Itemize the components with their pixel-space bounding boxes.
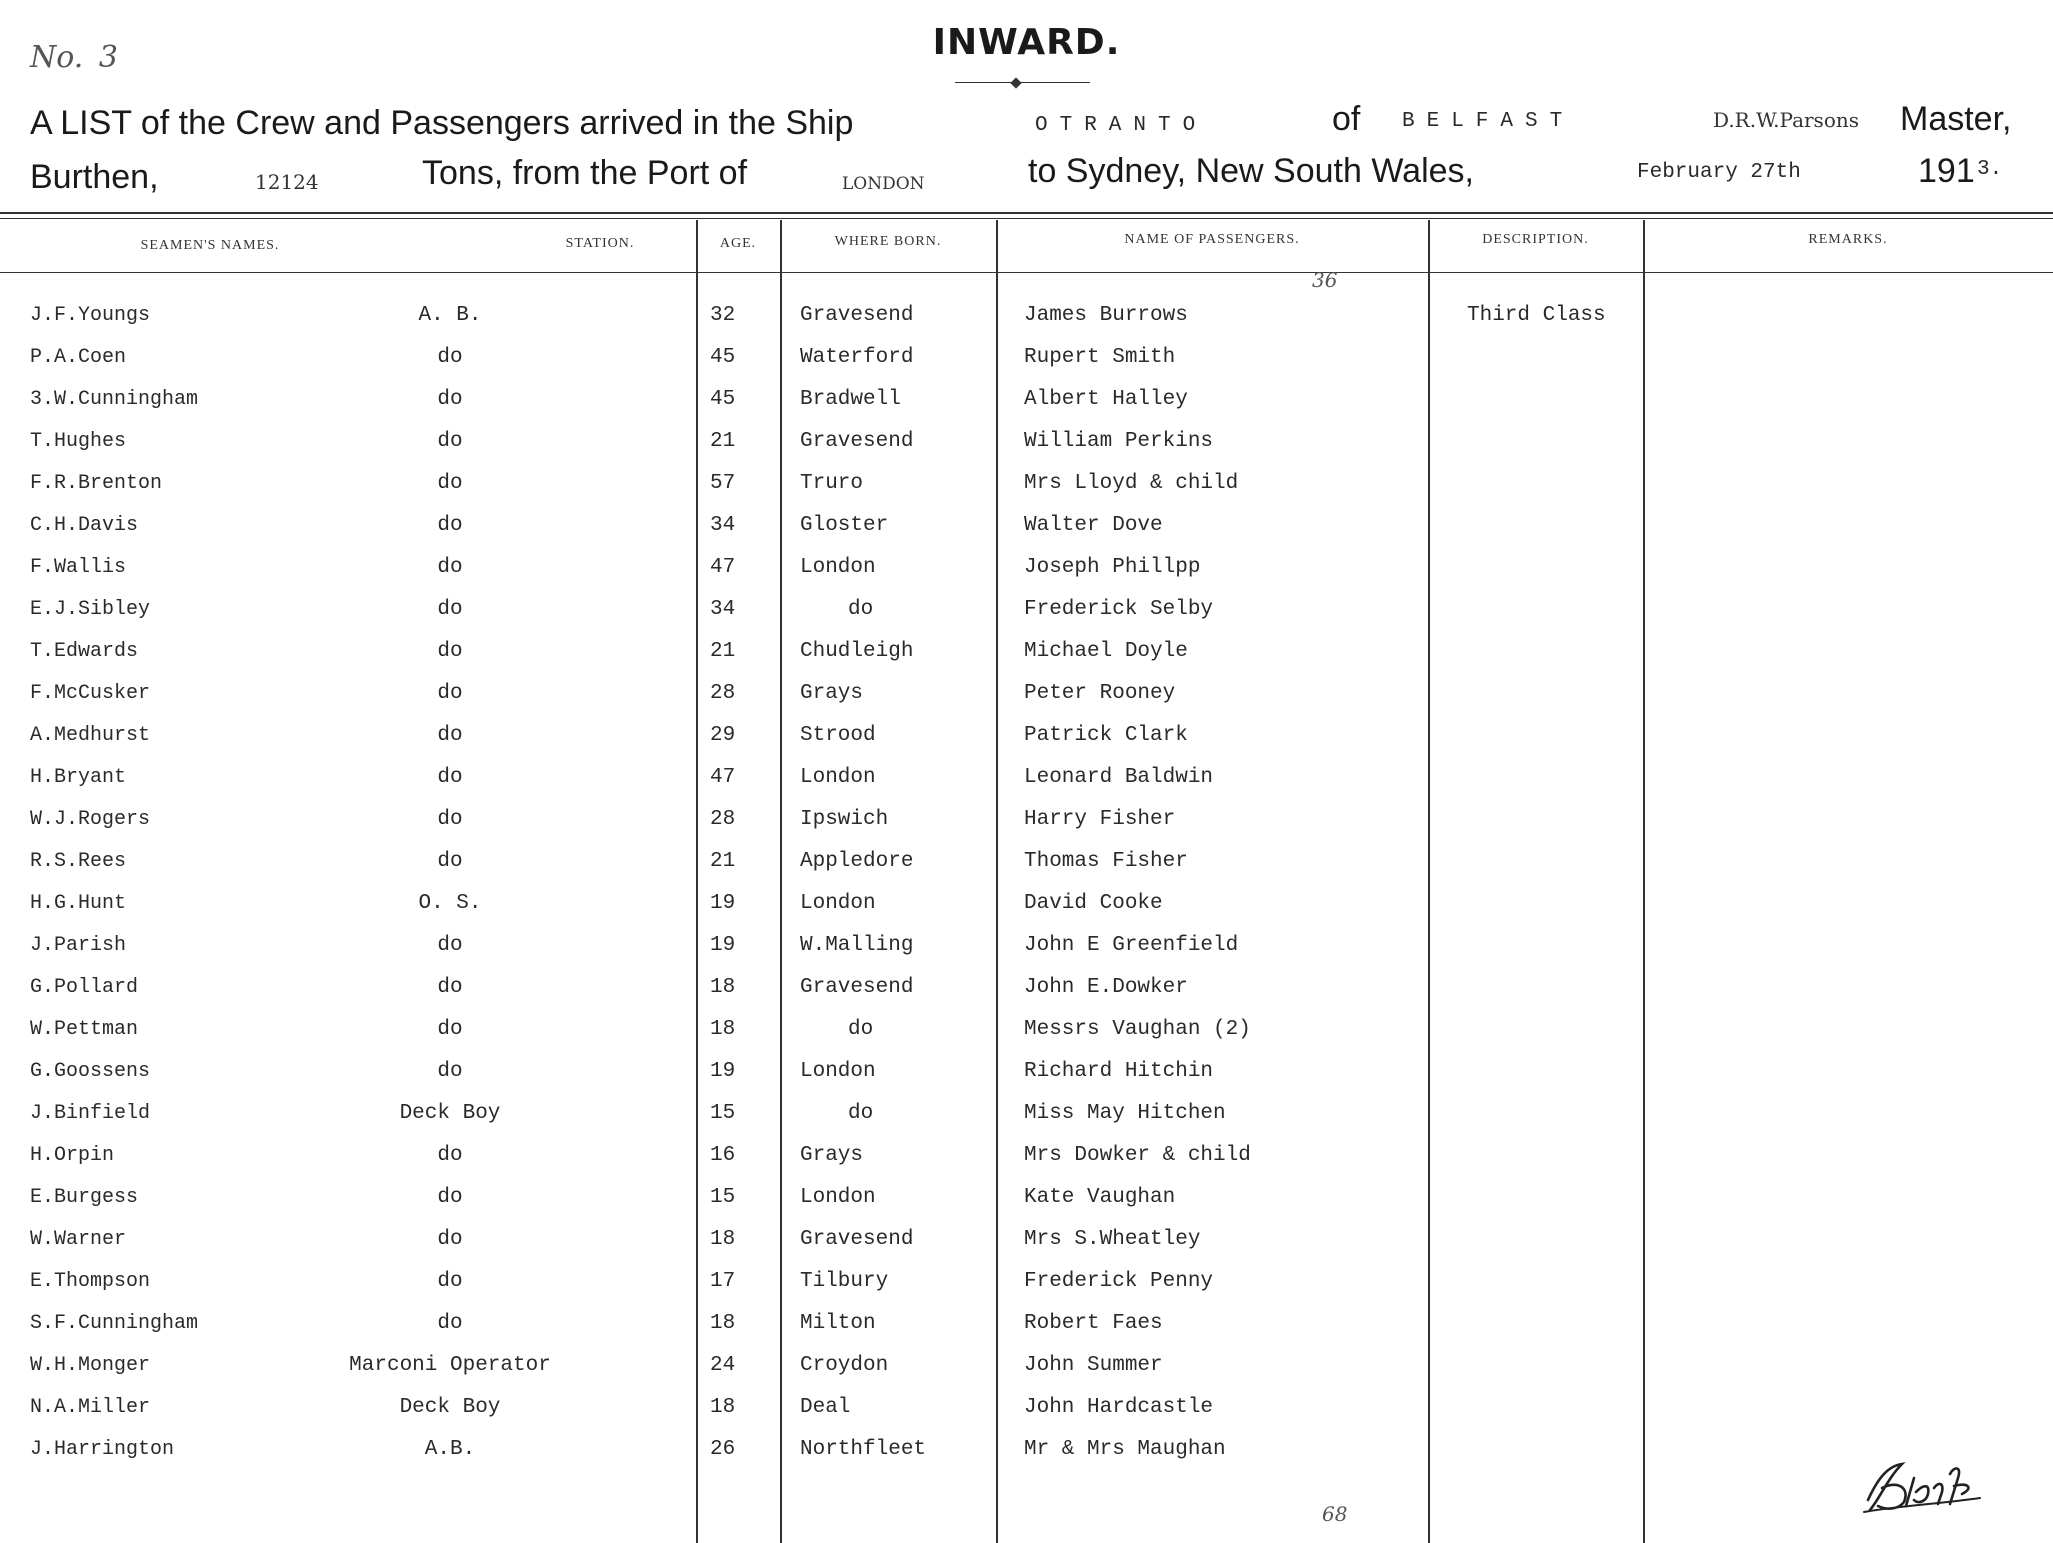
seaman-name: E.J.Sibley	[30, 598, 151, 621]
port-of-registry: BELFAST	[1402, 110, 1575, 133]
seaman-name: H.Orpin	[30, 1144, 115, 1167]
age: 19	[710, 1060, 736, 1083]
passenger-name: Richard Hitchin	[1024, 1060, 1214, 1083]
age: 18	[710, 1228, 736, 1251]
station: do	[437, 430, 463, 453]
passenger-name: John E Greenfield	[1024, 934, 1239, 957]
passenger-name: Mrs Dowker & child	[1024, 1144, 1251, 1167]
station: do	[437, 850, 463, 873]
col-divider-born	[780, 220, 782, 1543]
burthen-label: Burthen,	[30, 158, 159, 196]
where-born: Grays	[800, 682, 864, 705]
age: 45	[710, 346, 736, 369]
col-header-station: STATION.	[565, 236, 635, 251]
age: 18	[710, 976, 736, 999]
table-top-rule	[0, 212, 2053, 214]
passenger-name: Thomas Fisher	[1024, 850, 1188, 873]
where-born: Gloster	[800, 514, 889, 537]
col-divider-passengers	[996, 220, 998, 1543]
title-ornament	[1010, 77, 1021, 88]
where-born: Ipswich	[800, 808, 889, 831]
seaman-name: H.Bryant	[30, 766, 127, 789]
seaman-name: W.Warner	[30, 1228, 127, 1251]
age: 26	[710, 1438, 736, 1461]
from-port: LONDON	[842, 174, 925, 194]
station: do	[437, 1144, 463, 1167]
seaman-name: 3.W.Cunningham	[30, 388, 199, 411]
passenger-name: John E.Dowker	[1024, 976, 1188, 999]
col-header-description: DESCRIPTION.	[1482, 232, 1589, 247]
where-born: Croydon	[800, 1354, 889, 1377]
col-header-passengers: NAME OF PASSENGERS.	[1124, 232, 1300, 247]
where-born: Bradwell	[800, 388, 901, 411]
station: Deck Boy	[399, 1102, 501, 1125]
age: 28	[710, 682, 736, 705]
age: 17	[710, 1270, 736, 1293]
passenger-name: William Perkins	[1024, 430, 1214, 453]
passenger-name: Mrs Lloyd & child	[1024, 472, 1239, 495]
seaman-name: E.Burgess	[30, 1186, 139, 1209]
page-title: INWARD.	[932, 22, 1121, 63]
where-born: do	[848, 1102, 874, 1125]
station: do	[437, 514, 463, 537]
station: do	[437, 1228, 463, 1251]
where-born: Truro	[800, 472, 864, 495]
age: 21	[710, 640, 736, 663]
where-born: Waterford	[800, 346, 914, 369]
of-label: of	[1332, 100, 1361, 138]
age: 45	[710, 388, 736, 411]
where-born: London	[800, 766, 876, 789]
station: do	[437, 1312, 463, 1335]
passenger-name: James Burrows	[1024, 304, 1188, 327]
col-header-remarks: REMARKS.	[1808, 232, 1888, 247]
where-born: London	[800, 1060, 876, 1083]
seaman-name: S.F.Cunningham	[30, 1312, 199, 1335]
where-born: Strood	[800, 724, 876, 747]
footer-note: 68	[1322, 1502, 1348, 1526]
seaman-name: J.F.Youngs	[30, 304, 151, 327]
seaman-name: R.S.Rees	[30, 850, 127, 873]
age: 18	[710, 1312, 736, 1335]
age: 19	[710, 892, 736, 915]
year-suffix: 3.	[1977, 158, 2003, 181]
passenger-name: Robert Faes	[1024, 1312, 1163, 1335]
table-top-rule-thin	[0, 218, 2053, 219]
age: 16	[710, 1144, 736, 1167]
where-born: London	[800, 556, 876, 579]
age: 34	[710, 598, 736, 621]
seaman-name: W.J.Rogers	[30, 808, 151, 831]
seaman-name: F.R.Brenton	[30, 472, 163, 495]
age: 47	[710, 766, 736, 789]
burthen-value: 12124	[255, 170, 319, 194]
year-prefix: 191	[1918, 152, 1975, 190]
passenger-name: Albert Halley	[1024, 388, 1188, 411]
where-born: do	[848, 598, 874, 621]
station: do	[437, 766, 463, 789]
where-born: Gravesend	[800, 304, 914, 327]
where-born: do	[848, 1018, 874, 1041]
where-born: W.Malling	[800, 934, 914, 957]
passenger-name: Frederick Selby	[1024, 598, 1214, 621]
where-born: Chudleigh	[800, 640, 914, 663]
passenger-name: Messrs Vaughan (2)	[1024, 1018, 1251, 1041]
age: 47	[710, 556, 736, 579]
col-divider-age	[696, 220, 698, 1543]
station: do	[437, 724, 463, 747]
station: do	[437, 472, 463, 495]
passenger-name: Harry Fisher	[1024, 808, 1176, 831]
seaman-name: J.Parish	[30, 934, 127, 957]
passenger-name: Patrick Clark	[1024, 724, 1188, 747]
passenger-name: Walter Dove	[1024, 514, 1163, 537]
station: A. B.	[418, 304, 482, 327]
station: do	[437, 808, 463, 831]
passenger-name: John Hardcastle	[1024, 1396, 1214, 1419]
col-header-where-born: WHERE BORN.	[834, 234, 942, 249]
seaman-name: F.McCusker	[30, 682, 151, 705]
seaman-name: E.Thompson	[30, 1270, 151, 1293]
passenger-name: Joseph Phillpp	[1024, 556, 1201, 579]
seaman-name: J.Binfield	[30, 1102, 151, 1125]
seaman-name: W.Pettman	[30, 1018, 139, 1041]
seaman-name: H.G.Hunt	[30, 892, 127, 915]
ship-name: OTRANTO	[1035, 114, 1208, 137]
age: 21	[710, 850, 736, 873]
seaman-name: G.Goossens	[30, 1060, 151, 1083]
station: Deck Boy	[399, 1396, 501, 1419]
station: do	[437, 1186, 463, 1209]
number-value: 3	[98, 40, 118, 75]
station: do	[437, 1270, 463, 1293]
age: 15	[710, 1102, 736, 1125]
master-name: D.R.W.Parsons	[1713, 108, 1860, 132]
station: do	[437, 346, 463, 369]
age: 24	[710, 1354, 736, 1377]
passenger-name: Miss May Hitchen	[1024, 1102, 1226, 1125]
col-divider-remarks	[1643, 220, 1645, 1543]
station: do	[437, 388, 463, 411]
where-born: Tilbury	[800, 1270, 889, 1293]
age: 32	[710, 304, 736, 327]
title-rule	[955, 82, 1090, 83]
description: Third Class	[1467, 304, 1606, 327]
where-born: Grays	[800, 1144, 864, 1167]
col-divider-description	[1428, 220, 1430, 1543]
station: do	[437, 640, 463, 663]
master-label: Master,	[1900, 100, 2012, 138]
passenger-name: Mr & Mrs Maughan	[1024, 1438, 1226, 1461]
master-signature	[1858, 1448, 1988, 1520]
seaman-name: T.Edwards	[30, 640, 139, 663]
passenger-name: Kate Vaughan	[1024, 1186, 1176, 1209]
age: 34	[710, 514, 736, 537]
where-born: London	[800, 892, 876, 915]
station: do	[437, 682, 463, 705]
age: 29	[710, 724, 736, 747]
passenger-name: Frederick Penny	[1024, 1270, 1214, 1293]
seaman-name: N.A.Miller	[30, 1396, 151, 1419]
where-born: Northfleet	[800, 1438, 927, 1461]
passenger-name: Peter Rooney	[1024, 682, 1176, 705]
age: 15	[710, 1186, 736, 1209]
seaman-name: G.Pollard	[30, 976, 139, 999]
where-born: Gravesend	[800, 976, 914, 999]
age: 19	[710, 934, 736, 957]
station: do	[437, 1018, 463, 1041]
passenger-count-note: 36	[1312, 268, 1338, 292]
seaman-name: A.Medhurst	[30, 724, 151, 747]
station: do	[437, 934, 463, 957]
passenger-name: Leonard Baldwin	[1024, 766, 1214, 789]
seaman-name: C.H.Davis	[30, 514, 139, 537]
where-born: Gravesend	[800, 1228, 914, 1251]
arrival-date: February 27th	[1637, 161, 1801, 184]
age: 18	[710, 1018, 736, 1041]
age: 57	[710, 472, 736, 495]
where-born: Gravesend	[800, 430, 914, 453]
age: 21	[710, 430, 736, 453]
seaman-name: T.Hughes	[30, 430, 127, 453]
station: do	[437, 976, 463, 999]
where-born: London	[800, 1186, 876, 1209]
passenger-name: David Cooke	[1024, 892, 1163, 915]
station: do	[437, 598, 463, 621]
seaman-name: W.H.Monger	[30, 1354, 151, 1377]
station: O. S.	[418, 892, 482, 915]
age: 28	[710, 808, 736, 831]
passenger-name: Michael Doyle	[1024, 640, 1188, 663]
where-born: Milton	[800, 1312, 876, 1335]
header-bottom-rule	[0, 272, 2053, 273]
col-header-seamen: SEAMEN'S NAMES.	[140, 238, 280, 253]
passenger-name: Rupert Smith	[1024, 346, 1176, 369]
station: do	[437, 556, 463, 579]
age: 18	[710, 1396, 736, 1419]
where-born: Appledore	[800, 850, 914, 873]
passenger-name: John Summer	[1024, 1354, 1163, 1377]
tons-text: Tons, from the Port of	[422, 154, 748, 192]
number-label: No.	[30, 40, 84, 75]
seaman-name: P.A.Coen	[30, 346, 127, 369]
station: do	[437, 1060, 463, 1083]
to-text: to Sydney, New South Wales,	[1028, 152, 1474, 190]
col-header-age: AGE.	[719, 236, 757, 251]
station: A.B.	[424, 1438, 476, 1461]
where-born: Deal	[800, 1396, 851, 1419]
station: Marconi Operator	[349, 1354, 551, 1377]
line1-text: A LIST of the Crew and Passengers arrived in the Ship	[30, 104, 854, 142]
passenger-name: Mrs S.Wheatley	[1024, 1228, 1201, 1251]
seaman-name: J.Harrington	[30, 1438, 175, 1461]
seaman-name: F.Wallis	[30, 556, 127, 579]
